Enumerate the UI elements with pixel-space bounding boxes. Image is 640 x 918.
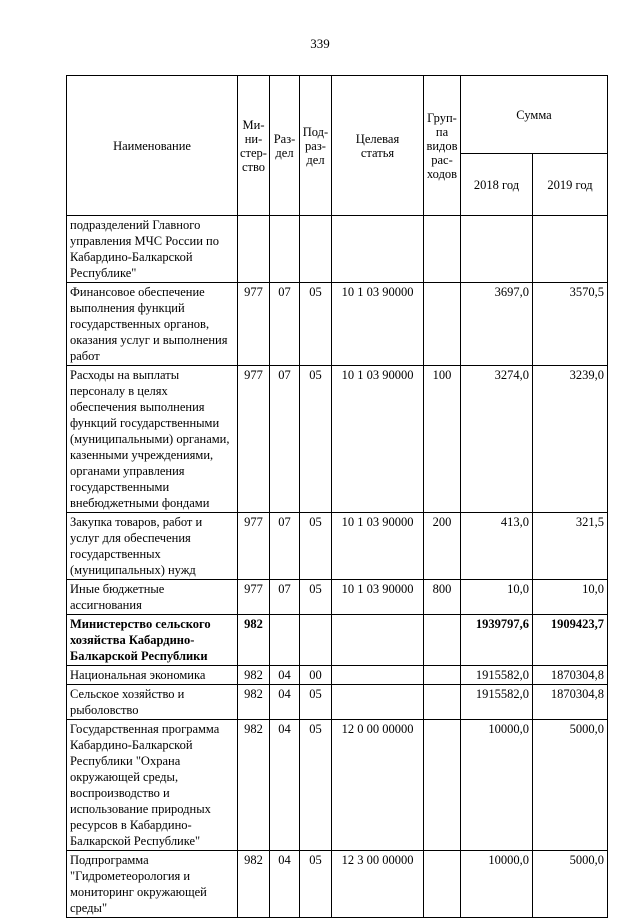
cell-subsection: 05	[300, 720, 332, 851]
cell-sum-2019: 1870304,8	[533, 685, 608, 720]
cell-target-article	[332, 685, 424, 720]
cell-section: 04	[270, 851, 300, 918]
cell-sum-2019: 3570,5	[533, 283, 608, 366]
cell-expense-group: 200	[424, 513, 461, 580]
cell-sum-2019: 321,5	[533, 513, 608, 580]
cell-name: Иные бюджетные ассигнования	[67, 580, 238, 615]
cell-target-article: 12 3 00 00000	[332, 851, 424, 918]
cell-sum-2018: 3274,0	[461, 366, 533, 513]
header-section: Раз- дел	[270, 76, 300, 216]
table-row	[67, 851, 608, 918]
cell-section: 07	[270, 580, 300, 615]
header-expense-group: Груп- па видов рас- ходов	[424, 76, 461, 216]
cell-sum-2019	[533, 216, 608, 283]
table-row	[67, 685, 608, 720]
cell-subsection: 05	[300, 580, 332, 615]
header-year-2018: 2018 год	[461, 154, 533, 216]
cell-subsection: 05	[300, 283, 332, 366]
cell-ministry: 982	[238, 666, 270, 685]
cell-expense-group	[424, 720, 461, 851]
cell-ministry: 977	[238, 513, 270, 580]
cell-ministry: 977	[238, 366, 270, 513]
cell-section: 07	[270, 283, 300, 366]
cell-expense-group	[424, 851, 461, 918]
cell-sum-2019: 1870304,8	[533, 666, 608, 685]
cell-name: Национальная экономика	[67, 666, 238, 685]
cell-expense-group	[424, 216, 461, 283]
table-row	[67, 666, 608, 685]
cell-subsection: 05	[300, 513, 332, 580]
cell-target-article: 10 1 03 90000	[332, 366, 424, 513]
cell-ministry: 977	[238, 283, 270, 366]
cell-expense-group	[424, 283, 461, 366]
cell-name: Расходы на выплаты персоналу в целях обеспечения выполнения функций государственными (муниципальными) органами, казенными учреждениями, органами управления государственными внебюджетными фондами	[67, 366, 238, 513]
cell-sum-2018: 10000,0	[461, 720, 533, 851]
cell-sum-2018	[461, 216, 533, 283]
cell-ministry: 982	[238, 720, 270, 851]
cell-name: Министерство сельского хозяйства Кабардино-Балкарской Республики	[67, 615, 238, 666]
header-subsection: Под- раз- дел	[300, 76, 332, 216]
cell-target-article: 12 0 00 00000	[332, 720, 424, 851]
cell-ministry: 977	[238, 580, 270, 615]
cell-subsection	[300, 615, 332, 666]
cell-target-article: 10 1 03 90000	[332, 283, 424, 366]
cell-expense-group: 800	[424, 580, 461, 615]
cell-expense-group: 100	[424, 366, 461, 513]
cell-subsection: 05	[300, 851, 332, 918]
cell-name: Сельское хозяйство и рыболовство	[67, 685, 238, 720]
cell-sum-2018: 10,0	[461, 580, 533, 615]
cell-ministry: 982	[238, 615, 270, 666]
page-number: 339	[310, 36, 330, 51]
table-row	[67, 366, 608, 513]
cell-ministry	[238, 216, 270, 283]
cell-sum-2018: 1915582,0	[461, 685, 533, 720]
header-year-2019: 2019 год	[533, 154, 608, 216]
cell-subsection: 05	[300, 685, 332, 720]
cell-sum-2018: 413,0	[461, 513, 533, 580]
table-row	[67, 283, 608, 366]
cell-sum-2019: 5000,0	[533, 851, 608, 918]
header-ministry: Ми- ни- стер- ство	[238, 76, 270, 216]
cell-target-article: 10 1 03 90000	[332, 580, 424, 615]
cell-sum-2019: 10,0	[533, 580, 608, 615]
cell-sum-2018: 1939797,6	[461, 615, 533, 666]
cell-name: Закупка товаров, работ и услуг для обеспечения государственных (муниципальных) нужд	[67, 513, 238, 580]
cell-subsection: 00	[300, 666, 332, 685]
cell-sum-2019: 3239,0	[533, 366, 608, 513]
header-target-article: Целевая статья	[332, 76, 424, 216]
cell-name: подразделений Главного управления МЧС России по Кабардино-Балкарской Республике"	[67, 216, 238, 283]
table-row	[67, 615, 608, 666]
cell-sum-2019: 5000,0	[533, 720, 608, 851]
cell-sum-2018: 3697,0	[461, 283, 533, 366]
cell-section: 04	[270, 666, 300, 685]
header-sum: Сумма	[461, 76, 608, 154]
cell-sum-2019: 1909423,7	[533, 615, 608, 666]
cell-target-article	[332, 216, 424, 283]
cell-ministry: 982	[238, 851, 270, 918]
cell-section: 04	[270, 720, 300, 851]
table-row	[67, 513, 608, 580]
cell-subsection	[300, 216, 332, 283]
cell-target-article: 10 1 03 90000	[332, 513, 424, 580]
cell-subsection: 05	[300, 366, 332, 513]
cell-expense-group	[424, 685, 461, 720]
cell-target-article	[332, 666, 424, 685]
cell-name: Финансовое обеспечение выполнения функций государственных органов, оказания услуг и выполнения работ	[67, 283, 238, 366]
header-name: Наименование	[67, 76, 238, 216]
cell-name: Государственная программа Кабардино-Балкарской Республики "Охрана окружающей среды, воспроизводство и использование природных ресурсов в Кабардино-Балкарской Республике"	[67, 720, 238, 851]
cell-section	[270, 615, 300, 666]
cell-sum-2018: 1915582,0	[461, 666, 533, 685]
cell-sum-2018: 10000,0	[461, 851, 533, 918]
cell-section: 04	[270, 685, 300, 720]
cell-name: Подпрограмма "Гидрометеорология и мониторинг окружающей среды"	[67, 851, 238, 918]
cell-expense-group	[424, 615, 461, 666]
cell-section: 07	[270, 513, 300, 580]
table-row	[67, 720, 608, 851]
cell-expense-group	[424, 666, 461, 685]
cell-target-article	[332, 615, 424, 666]
cell-ministry: 982	[238, 685, 270, 720]
cell-section: 07	[270, 366, 300, 513]
budget-table	[66, 75, 608, 918]
cell-section	[270, 216, 300, 283]
table-row	[67, 580, 608, 615]
table-row	[67, 216, 608, 283]
